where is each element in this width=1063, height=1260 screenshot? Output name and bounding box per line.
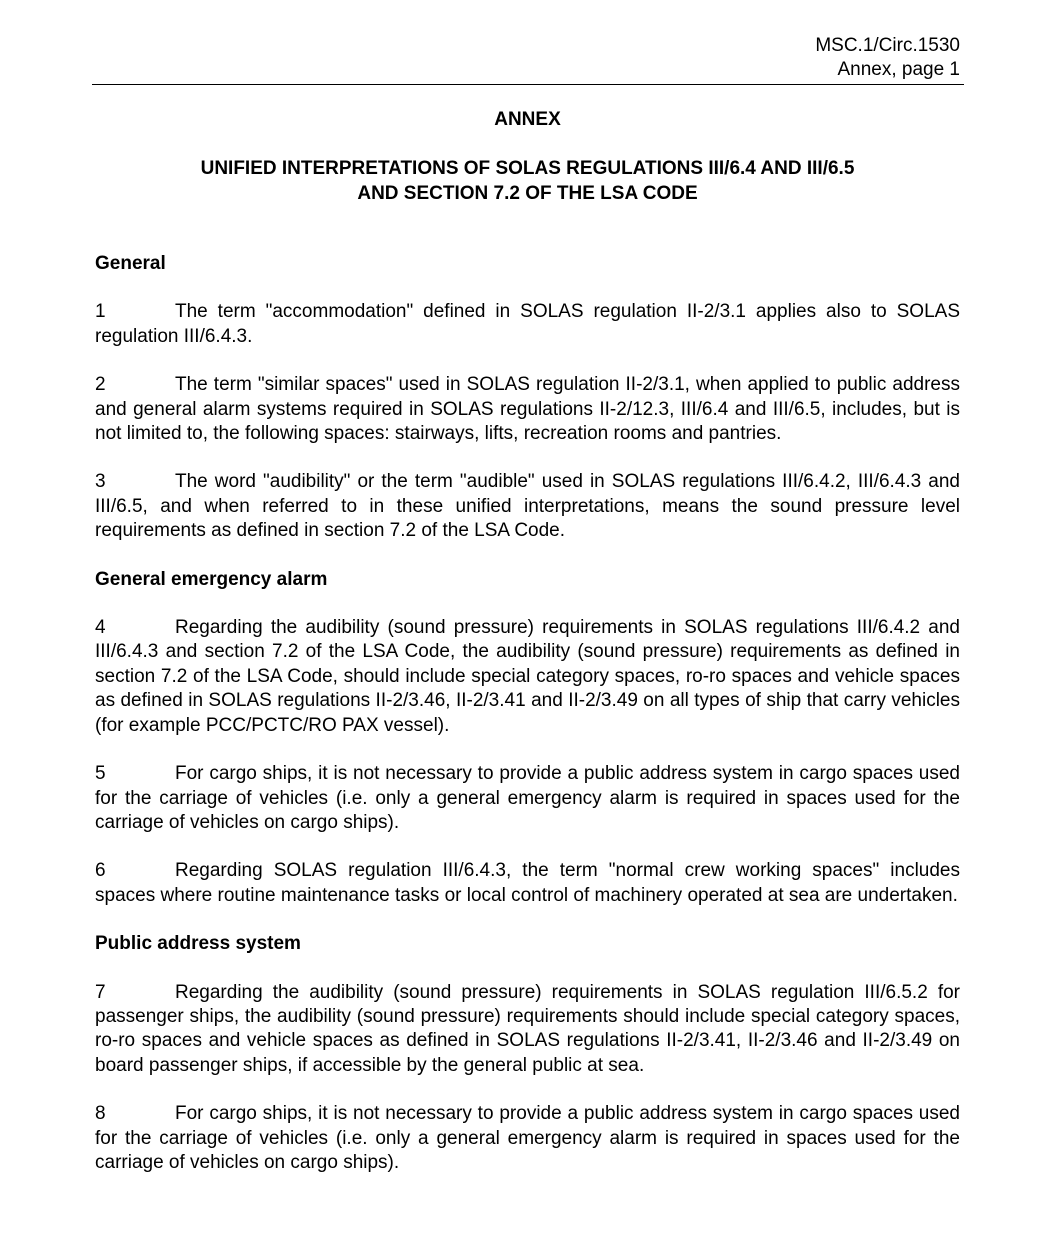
paragraph-text: Regarding SOLAS regulation III/6.4.3, the term "normal crew working spaces" includes spaces where routine maintenance tasks or local control of machinery operated at sea are undertaken.	[95, 860, 960, 906]
page-header	[92, 34, 964, 85]
paragraph-5	[95, 762, 960, 835]
paragraph-6	[95, 859, 960, 908]
paragraph-number: 8	[95, 1103, 106, 1125]
document-title-line-2: AND SECTION 7.2 OF THE LSA CODE	[357, 183, 698, 204]
paragraph-number: 7	[95, 981, 106, 1003]
section-heading-general-emergency-alarm: General emergency alarm	[95, 568, 328, 590]
paragraph-number: 6	[95, 860, 106, 882]
paragraph-text: The term "similar spaces" used in SOLAS regulation II-2/3.1, when applied to public address and general alarm systems required in SOLAS regulations II-2/12.3, III/6.4 and III/6.5, includes, but is not limited to, the following spaces: stairways, lifts, recreation rooms and pantries.	[95, 374, 960, 445]
section-heading-public-address-system: Public address system	[95, 933, 301, 955]
paragraph-8	[95, 1102, 960, 1175]
document-title-line-1: UNIFIED INTERPRETATIONS OF SOLAS REGULATIONS III/6.4 AND III/6.5	[200, 158, 855, 179]
paragraph-number: 5	[95, 763, 106, 785]
paragraph-number: 2	[95, 374, 106, 396]
paragraph-number: 1	[95, 301, 106, 323]
paragraph-text: For cargo ships, it is not necessary to provide a public address system in cargo spaces used for the carriage of vehicles (i.e. only a general emergency alarm is required in spaces used for the carriage of vehicles on cargo ships).	[95, 1103, 960, 1173]
paragraph-text: For cargo ships, it is not necessary to provide a public address system in cargo spaces used for the carriage of vehicles (i.e. only a general emergency alarm is required in spaces used for the carriage of vehicles on cargo ships).	[95, 763, 960, 833]
paragraph-text: Regarding the audibility (sound pressure) requirements in SOLAS regulations III/6.4.2 and III/6.4.3 and section 7.2 of the LSA Code, the audibility (sound pressure) requirements as defined in section 7.2 of the LSA Code, should include special category spaces, ro-ro spaces and vehicle spaces as defined in SOLAS regulations II-2/3.46, II-2/3.41 and II-2/3.49 on all types of ship that carry vehicles (for example PCC/PCTC/RO PAX vessel).	[95, 617, 960, 736]
paragraph-text: The word "audibility" or the term "audible" used in SOLAS regulations III/6.4.2, III/6.4.3 and III/6.5, and when referred to in these unified interpretations, means the sound pressure level requirements as defined in section 7.2 of the LSA Code.	[95, 471, 960, 542]
paragraph-1	[95, 300, 960, 349]
title-block	[95, 108, 960, 206]
paragraph-4	[95, 616, 960, 738]
page-reference: Annex, page 1	[837, 59, 960, 80]
paragraph-number: 3	[95, 471, 106, 493]
paragraph-number: 4	[95, 617, 106, 639]
paragraph-3	[95, 470, 960, 543]
section-heading-general: General	[95, 253, 166, 274]
annex-label: ANNEX	[494, 109, 561, 130]
paragraph-text: The term "accommodation" defined in SOLAS regulation II-2/3.1 applies also to SOLAS regulation III/6.4.3.	[95, 301, 960, 347]
paragraph-2	[95, 373, 960, 446]
document-body	[95, 252, 960, 1199]
document-reference: MSC.1/Circ.1530	[815, 35, 960, 56]
document-title	[95, 156, 960, 206]
paragraph-text: Regarding the audibility (sound pressure) requirements in SOLAS regulation III/6.5.2 for passenger ships, the audibility (sound pressure) requirements should include special category spaces, ro-ro spaces and vehicle spaces as defined in SOLAS regulations II-2/3.41, II-2/3.46 and II-2/3.49 on board passenger ships, if accessible by the general public at sea.	[95, 981, 960, 1076]
paragraph-7	[95, 981, 960, 1079]
